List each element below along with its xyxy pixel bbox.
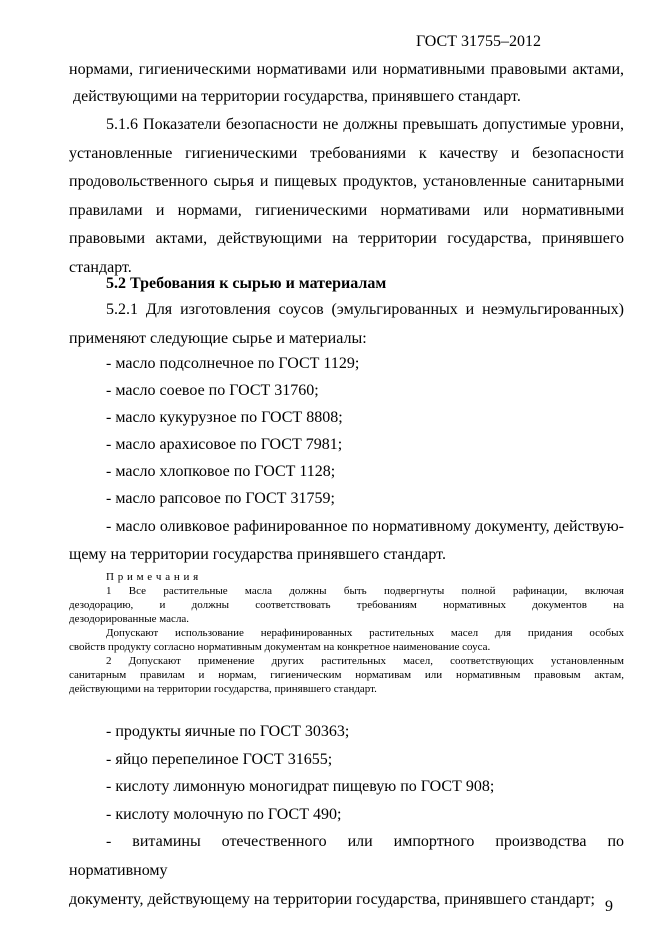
text-line: стандарт. [69, 258, 132, 276]
page-number: 9 [605, 898, 613, 915]
section-heading-5-2: 5.2 Требования к сырью и материалам [106, 275, 387, 292]
materials-list-other [69, 718, 624, 828]
text-line: установленные гигиеническими требованиями к качеству и безопасности [69, 144, 624, 162]
list-item: - кислоту лимонную моногидрат пищевую по ГОСТ 908; [106, 778, 495, 795]
note-line: дезодорацию, и должны соответствовать требованиям нормативных документов на [69, 599, 624, 611]
note-line: дезодорированные масла. [69, 613, 190, 625]
paragraph-5-2-1 [69, 296, 624, 353]
list-item: - масло рапсовое по ГОСТ 31759; [106, 490, 335, 507]
paragraph-continuation-end [69, 83, 624, 112]
text-line: продовольственного сырья и пищевых продуктов, установленные санитарными [69, 173, 624, 190]
note-line: 2 Допускают применение других растительных масел, соответствующих установленным [106, 655, 624, 667]
note-line: Допускают использование нерафинированных растительных масел для придания особых [106, 627, 624, 639]
paragraph-5-1-6 [69, 111, 624, 282]
note-line: санитарным правилам и нормам, гигиеническим нормативам или нормативным правовым актам, [69, 669, 624, 681]
notes-heading: П р и м е ч а н и я [106, 571, 199, 583]
text-line: - витамины отечественного или импортного производства по нормативному [69, 833, 624, 879]
text-line: правилами и нормами, гигиеническими нормативами или нормативными [69, 201, 624, 219]
list-item: - яйцо перепелиное ГОСТ 31655; [106, 750, 333, 768]
list-item-olive-oil [69, 513, 624, 569]
paragraph-continuation [69, 56, 624, 85]
list-item: - масло подсолнечное по ГОСТ 1129; [106, 355, 360, 372]
list-item-vitamins [69, 827, 624, 914]
list-item: - кислоту молочную по ГОСТ 490; [106, 805, 342, 823]
text-line: действующими на территории государства, принявшего стандарт. [73, 88, 521, 105]
note-line: действующими на территории государства, принявшего стандарт. [69, 683, 377, 695]
document-code-header: ГОСТ 31755–2012 [415, 33, 541, 50]
list-item: - масло хлопковое по ГОСТ 1128; [106, 463, 336, 480]
text-line: правовыми актами, действующими на территории государства, принявшего [69, 230, 624, 247]
list-item: - масло соевое по ГОСТ 31760; [106, 382, 319, 399]
text-line: - масло оливковое рафинированное по нормативному документу, действую- [106, 518, 624, 535]
list-item: - продукты яичные по ГОСТ 30363; [106, 723, 350, 740]
text-line: документу, действующему на территории государства, принявшего стандарт; [69, 891, 595, 908]
text-line: 5.2.1 Для изготовления соусов (эмульгированных и неэмульгированных) [106, 301, 624, 318]
text-line: применяют следующие сырье и материалы: [69, 329, 367, 347]
notes-block [69, 570, 624, 696]
note-line: свойств продукту согласно нормативным документам на конкретное наименование соуса. [69, 641, 491, 653]
list-item: - масло кукурузное по ГОСТ 8808; [106, 409, 343, 426]
text-line: 5.1.6 Показатели безопасности не должны превышать допустимые уровни, [106, 116, 624, 133]
materials-list-oils [69, 350, 624, 512]
text-line: нормами, гигиеническими нормативами или нормативными правовыми актами, [69, 61, 624, 78]
text-line: щему на территории государства принявшего стандарт. [69, 546, 446, 563]
list-item: - масло арахисовое по ГОСТ 7981; [106, 436, 343, 453]
note-line: 1 Все растительные масла должны быть подвергнуты полной рафинации, включая [106, 585, 624, 597]
